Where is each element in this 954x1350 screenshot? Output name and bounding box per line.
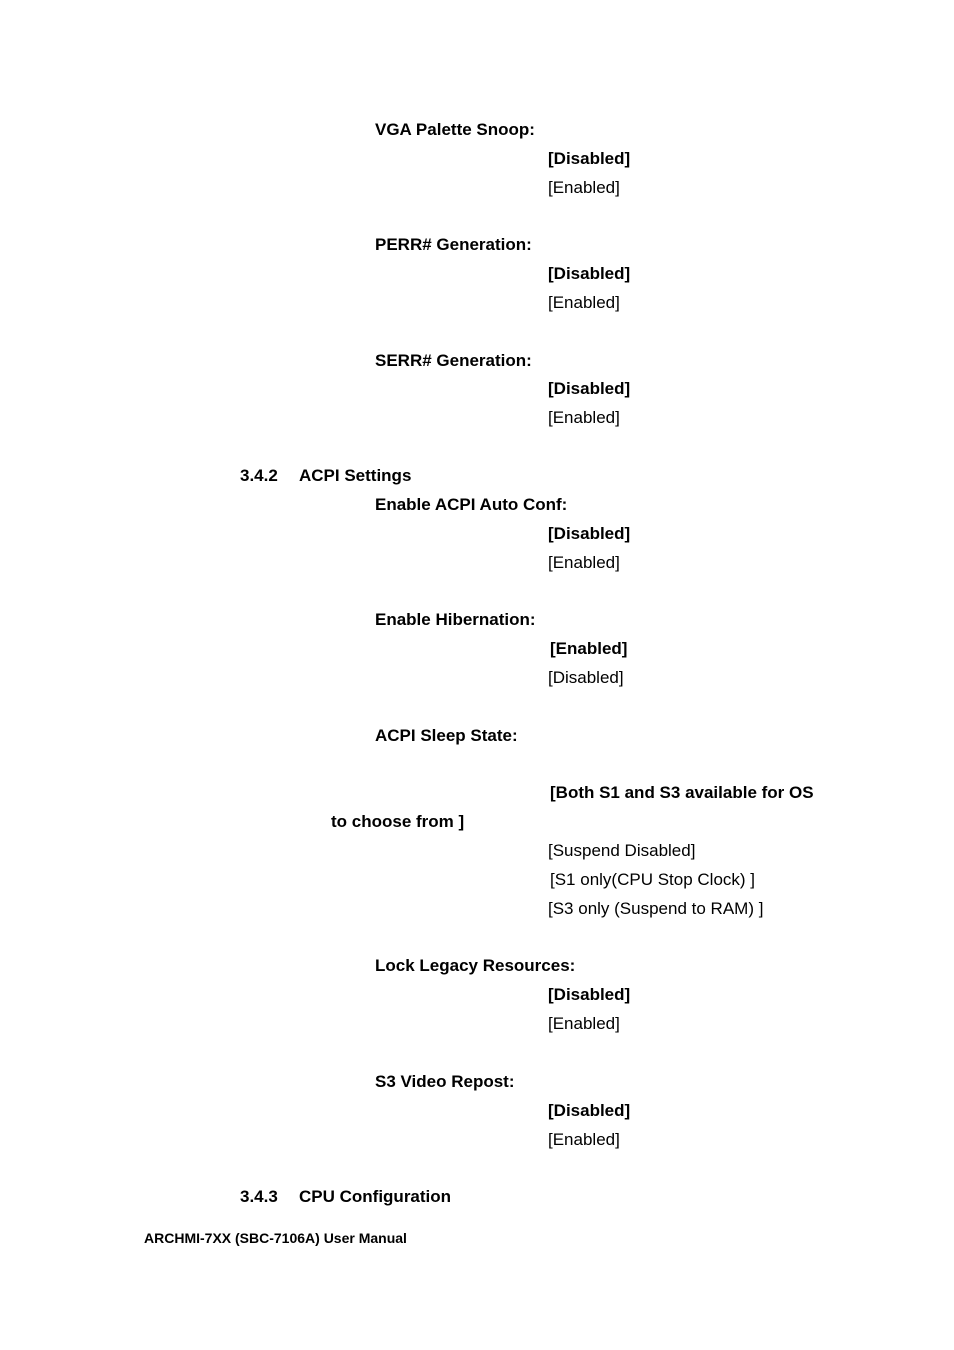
hibernation-option: [Disabled] (548, 668, 624, 687)
section-number-cpu: 3.4.3 (240, 1187, 278, 1206)
section-number-acpi: 3.4.2 (240, 466, 278, 485)
section-title-cpu: CPU Configuration (299, 1187, 452, 1206)
s3-video-repost-selected: [Disabled] (548, 1101, 631, 1120)
page-footer: ARCHMI-7XX (SBC-7106A) User Manual (144, 1230, 407, 1246)
acpi-auto-conf-selected: [Disabled] (548, 524, 631, 543)
lock-legacy-option: [Enabled] (548, 1014, 620, 1033)
sleep-state-selected-line2: to choose from ] (331, 812, 465, 831)
lock-legacy-label: Lock Legacy Resources: (375, 956, 576, 975)
lock-legacy-selected: [Disabled] (548, 985, 631, 1004)
vga-palette-snoop-option: [Enabled] (548, 178, 620, 197)
vga-palette-snoop-selected: [Disabled] (548, 149, 631, 168)
sleep-state-selected-line1: [Both S1 and S3 available for OS (550, 783, 814, 802)
acpi-auto-conf-option: [Enabled] (548, 553, 620, 572)
acpi-auto-conf-label: Enable ACPI Auto Conf: (375, 495, 568, 514)
serr-generation-label: SERR# Generation: (375, 351, 532, 370)
section-title-acpi: ACPI Settings (299, 466, 412, 485)
perr-generation-label: PERR# Generation: (375, 235, 532, 254)
serr-generation-selected: [Disabled] (548, 379, 631, 398)
s3-video-repost-option: [Enabled] (548, 1130, 620, 1149)
serr-generation-option: [Enabled] (548, 408, 620, 427)
perr-generation-selected: [Disabled] (548, 264, 631, 283)
hibernation-label: Enable Hibernation: (375, 610, 536, 629)
perr-generation-option: [Enabled] (548, 293, 620, 312)
sleep-state-option-s1: [S1 only(CPU Stop Clock) ] (550, 870, 756, 889)
hibernation-selected: [Enabled] (550, 639, 628, 658)
sleep-state-option-suspend-disabled: [Suspend Disabled] (548, 841, 696, 860)
vga-palette-snoop-label: VGA Palette Snoop: (375, 120, 535, 139)
sleep-state-label: ACPI Sleep State: (375, 726, 518, 745)
s3-video-repost-label: S3 Video Repost: (375, 1072, 515, 1091)
sleep-state-option-s3: [S3 only (Suspend to RAM) ] (548, 899, 764, 918)
